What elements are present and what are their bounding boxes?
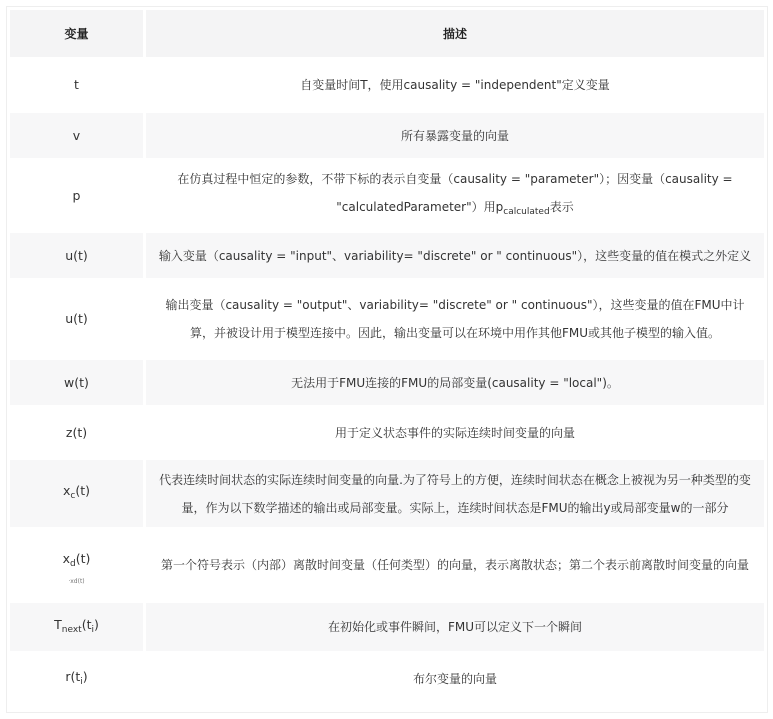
- table-row: [10, 113, 764, 158]
- header-description: 描述: [146, 10, 764, 57]
- variable-cell: t: [10, 60, 143, 110]
- description-cell: 无法用于FMU连接的FMU的局部变量(causality = "local")。: [146, 360, 764, 405]
- p-symbol: p: [495, 200, 504, 214]
- table-row: [10, 360, 764, 405]
- description-cell: 在初始化或事件瞬间，FMU可以定义下一个瞬间: [146, 603, 764, 651]
- table-row: [10, 233, 764, 278]
- header-variable: 变量: [10, 10, 143, 57]
- description-cell: 代表连续时间状态的实际连续时间变量的向量.为了符号上的方便，连续时间状态在概念上被视为另一种类型的变量，作为以下数学描述的输出或局部变量。实际上，连续时间状态是FMU的输出y或局部变量w的一部分: [146, 460, 764, 527]
- description-cell: 布尔变量的向量: [146, 654, 764, 704]
- table-row: [10, 654, 764, 704]
- table-row: [10, 460, 764, 527]
- var-subscript: d: [70, 558, 76, 569]
- var-subscript: next: [61, 624, 82, 635]
- var-note: ·xd(t): [68, 577, 85, 585]
- table-row: [10, 530, 764, 600]
- table-row: [10, 603, 764, 651]
- description-cell: 用于定义状态事件的实际连续时间变量的向量: [146, 408, 764, 457]
- variable-cell: $x_d(t)$ ·xd(t): [10, 530, 143, 600]
- variable-cell: u(t): [10, 233, 143, 278]
- variable-cell: v: [10, 113, 143, 158]
- table-row: [10, 161, 764, 230]
- variable-table: [7, 7, 767, 707]
- table-row: [10, 408, 764, 457]
- variable-cell: w(t): [10, 360, 143, 405]
- variable-cell: $x_c(t)$: [10, 460, 143, 527]
- variable-cell: $T_{next}(t_i)$: [10, 603, 143, 651]
- var-subscript: c: [70, 491, 76, 501]
- p-subscript: calculated: [503, 207, 550, 217]
- description-cell: [146, 161, 764, 230]
- table-row: [10, 60, 764, 110]
- description-cell: 自变量时间T，使用causality = "independent"定义变量: [146, 60, 764, 110]
- variable-table-container: [6, 6, 768, 713]
- description-text-end: 表示: [549, 200, 574, 214]
- variable-cell: u(t): [10, 281, 143, 357]
- description-cell: 输入变量（causality = "input"、variability= "discrete" or " continuous"），这些变量的值在模式之外定义: [146, 233, 764, 278]
- description-text: 在仿真过程中恒定的参数，不带下标的表示自变量（causality = "parameter"）；因变量（causality = "calculatedParameter"）用: [177, 172, 733, 214]
- table-header-row: [10, 10, 764, 57]
- description-cell: 输出变量（causality = "output"、variability= "discrete" or " continuous"），这些变量的值在FMU中计算，并被设计用于模型连接中。因此，输出变量可以在环境中用作其他FMU或其他子模型的输入值。: [146, 281, 764, 357]
- variable-cell: $r(t_i)$: [10, 654, 143, 704]
- table-row: [10, 281, 764, 357]
- var-subscript-2: i: [91, 624, 94, 635]
- description-cell: 第一个符号表示（内部）离散时间变量（任何类型）的向量，表示离散状态；第二个表示前离散时间变量的向量: [146, 530, 764, 600]
- variable-cell: p: [10, 161, 143, 230]
- description-cell: 所有暴露变量的向量: [146, 113, 764, 158]
- variable-cell: z(t): [10, 408, 143, 457]
- var-subscript: i: [80, 676, 83, 687]
